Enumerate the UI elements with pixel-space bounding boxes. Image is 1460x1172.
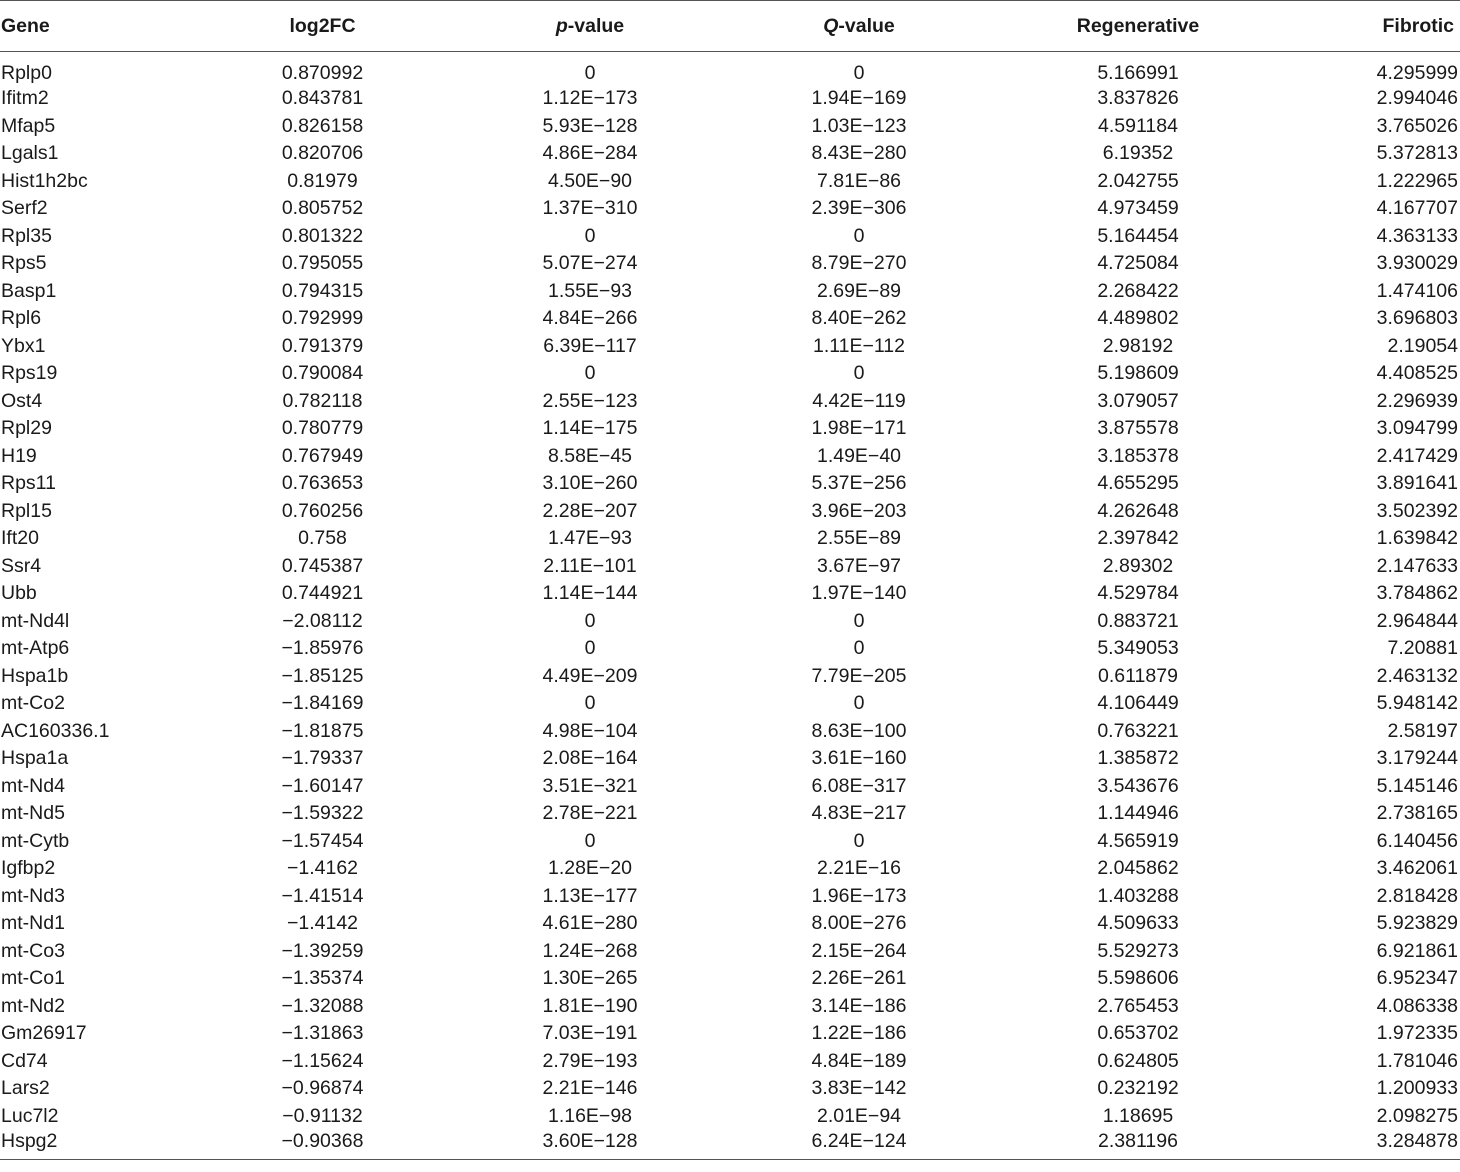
cell-q-value: 0	[853, 692, 865, 715]
cell-p-value: 1.14E−144	[542, 582, 638, 605]
cell-regenerative: 0.763221	[1097, 719, 1179, 742]
cell-q-value: 4.42E−119	[812, 389, 906, 412]
cell-gene: Cd74	[1, 1049, 48, 1072]
table-row	[0, 85, 1460, 113]
cell-fibrotic: 1.222965	[1376, 169, 1458, 192]
cell-q-value: 2.55E−89	[816, 527, 902, 550]
cell-fibrotic: 1.972335	[1376, 1022, 1458, 1045]
cell-gene: mt-Co3	[1, 939, 65, 962]
cell-p-value: 2.28E−207	[542, 499, 638, 522]
table-row	[0, 773, 1460, 801]
table-row	[0, 443, 1460, 471]
cell-gene: AC160336.1	[1, 719, 110, 742]
cell-p-value: 2.55E−123	[542, 389, 638, 412]
cell-fibrotic: 4.086338	[1376, 994, 1458, 1017]
cell-q-value: 8.00E−276	[811, 912, 907, 935]
cell-q-value: 2.21E−16	[816, 857, 902, 880]
cell-regenerative: 3.185378	[1097, 444, 1179, 467]
cell-p-value: 0	[584, 637, 596, 660]
cell-gene: Rplp0	[1, 62, 52, 84]
cell-gene: Rps5	[1, 252, 47, 275]
cell-p-value: 1.28E−20	[547, 857, 633, 880]
cell-gene: mt-Nd3	[1, 884, 65, 907]
cell-regenerative: 4.529784	[1097, 582, 1179, 605]
cell-gene: H19	[1, 444, 37, 467]
cell-log2fc: −1.4162	[286, 857, 359, 880]
cell-q-value: 8.43E−280	[811, 142, 907, 165]
cell-regenerative: 4.591184	[1098, 114, 1178, 137]
cell-q-value: 0	[853, 362, 865, 385]
table-row	[0, 525, 1460, 553]
cell-q-value: 2.39E−306	[811, 197, 907, 220]
cell-log2fc: −1.81875	[281, 719, 364, 742]
table-row	[0, 305, 1460, 333]
cell-regenerative: 5.166991	[1097, 62, 1179, 84]
cell-gene: Hspa1b	[1, 664, 69, 687]
table-row	[0, 580, 1460, 608]
cell-log2fc: −1.59322	[281, 802, 364, 825]
table-row	[0, 360, 1460, 388]
cell-p-value: 2.79E−193	[542, 1049, 638, 1072]
cell-regenerative: 4.509633	[1097, 912, 1179, 935]
cell-regenerative: 3.875578	[1097, 417, 1179, 440]
cell-p-value: 2.11E−101	[543, 554, 637, 577]
cell-gene: Ssr4	[1, 554, 42, 577]
cell-gene: Luc7l2	[1, 1104, 59, 1127]
table-row	[0, 690, 1460, 718]
table-row	[0, 828, 1460, 856]
cell-p-value: 5.07E−274	[542, 252, 638, 275]
cell-p-value: 2.08E−164	[542, 747, 638, 770]
cell-p-value: 4.98E−104	[542, 719, 638, 742]
cell-p-value: 1.30E−265	[542, 967, 638, 990]
cell-q-value: 1.96E−173	[811, 884, 907, 907]
cell-fibrotic: 2.738165	[1376, 802, 1458, 825]
cell-p-value: 0	[584, 692, 596, 715]
cell-gene: Mfap5	[1, 114, 56, 137]
cell-q-value: 0	[853, 609, 865, 632]
cell-q-value: 3.67E−97	[816, 554, 902, 577]
cell-regenerative: 2.89302	[1102, 554, 1174, 577]
cell-q-value: 0	[853, 224, 865, 247]
cell-q-value: 2.69E−89	[816, 279, 902, 302]
table-row	[0, 388, 1460, 416]
cell-p-value: 2.78E−221	[542, 802, 638, 825]
cell-log2fc: 0.760256	[281, 499, 364, 522]
cell-q-value: 1.94E−169	[811, 87, 907, 110]
cell-q-value: 4.84E−189	[811, 1049, 907, 1072]
cell-gene: mt-Co2	[1, 692, 65, 715]
table-row	[0, 250, 1460, 278]
cell-regenerative: 4.565919	[1097, 829, 1179, 852]
cell-fibrotic: 7.20881	[1387, 637, 1458, 660]
cell-fibrotic: 2.296939	[1376, 389, 1458, 412]
cell-p-value: 0	[584, 62, 596, 84]
cell-p-value: 4.50E−90	[547, 169, 633, 192]
table-row	[0, 800, 1460, 828]
cell-q-value: 3.96E−203	[811, 499, 907, 522]
cell-fibrotic: 6.952347	[1376, 967, 1458, 990]
cell-fibrotic: 3.696803	[1376, 307, 1458, 330]
cell-regenerative: 2.381196	[993, 1130, 1283, 1160]
cell-q-value: 6.24E−124	[725, 1130, 993, 1160]
cell-regenerative: 4.655295	[1097, 472, 1179, 495]
table-row	[0, 993, 1460, 1021]
cell-log2fc: 0.792999	[281, 307, 364, 330]
table-row	[0, 113, 1460, 141]
cell-fibrotic: 2.818428	[1376, 884, 1458, 907]
cell-regenerative: 4.262648	[1097, 499, 1179, 522]
table-row	[0, 635, 1460, 663]
cell-regenerative: 4.106449	[1097, 692, 1179, 715]
cell-gene: Rpl35	[1, 224, 52, 247]
cell-fibrotic: 1.781046	[1376, 1049, 1458, 1072]
table-row	[0, 553, 1460, 581]
cell-p-value: 1.37E−310	[542, 197, 638, 220]
cell-gene: Ubb	[1, 582, 37, 605]
cell-regenerative: 5.198609	[1097, 362, 1179, 385]
cell-fibrotic: 4.363133	[1376, 224, 1458, 247]
cell-gene: mt-Nd4l	[1, 609, 70, 632]
cell-regenerative: 3.837826	[1097, 87, 1179, 110]
cell-q-value: 3.83E−142	[811, 1077, 907, 1100]
cell-log2fc: 0.820706	[281, 142, 364, 165]
cell-p-value: 3.60E−128	[455, 1130, 725, 1160]
cell-q-value: 3.14E−186	[811, 994, 907, 1017]
cell-q-value: 1.98E−171	[811, 417, 907, 440]
cell-q-value: 0	[853, 62, 865, 84]
cell-fibrotic: 3.891641	[1376, 472, 1458, 495]
table-row	[0, 1048, 1460, 1076]
cell-fibrotic: 3.179244	[1376, 747, 1458, 770]
cell-gene: Ifitm2	[1, 87, 49, 110]
cell-q-value: 7.79E−205	[811, 664, 907, 687]
cell-regenerative: 3.543676	[1097, 774, 1179, 797]
cell-regenerative: 2.397842	[1097, 527, 1179, 550]
cell-log2fc: −1.31863	[281, 1022, 364, 1045]
header-q-value-rest: -value	[838, 14, 895, 37]
cell-log2fc: −0.96874	[281, 1077, 364, 1100]
header-regenerative: Regenerative	[993, 1, 1283, 52]
cell-fibrotic: 3.284878	[1283, 1130, 1460, 1160]
cell-log2fc: −1.4142	[286, 912, 359, 935]
cell-regenerative: 4.489802	[1097, 307, 1179, 330]
cell-log2fc: 0.767949	[281, 444, 364, 467]
cell-p-value: 1.12E−173	[542, 87, 638, 110]
cell-log2fc: −1.84169	[281, 692, 364, 715]
cell-regenerative: 1.18695	[1102, 1104, 1174, 1127]
cell-regenerative: 2.765453	[1097, 994, 1179, 1017]
header-log2fc: log2FC	[190, 1, 455, 52]
cell-regenerative: 5.164454	[1097, 224, 1179, 247]
cell-regenerative: 1.403288	[1097, 884, 1179, 907]
cell-q-value: 6.08E−317	[811, 774, 907, 797]
cell-log2fc: 0.805752	[281, 197, 364, 220]
cell-log2fc: 0.791379	[281, 334, 364, 357]
cell-q-value: 1.03E−123	[811, 114, 907, 137]
cell-gene: Lgals1	[1, 142, 59, 165]
cell-regenerative: 3.079057	[1097, 389, 1179, 412]
cell-p-value: 1.47E−93	[547, 527, 633, 550]
header-q-value-italic: Q	[823, 14, 839, 37]
cell-gene: mt-Nd1	[1, 912, 65, 935]
cell-q-value: 8.79E−270	[811, 252, 907, 275]
cell-fibrotic: 3.784862	[1376, 582, 1458, 605]
cell-fibrotic: 2.58197	[1387, 719, 1458, 742]
cell-log2fc: 0.763653	[281, 472, 364, 495]
cell-regenerative: 2.268422	[1097, 279, 1179, 302]
cell-gene: mt-Co1	[1, 967, 65, 990]
cell-p-value: 1.55E−93	[547, 279, 633, 302]
cell-gene: mt-Nd2	[1, 994, 65, 1017]
header-p-value-italic: p	[555, 14, 568, 37]
table-row	[0, 745, 1460, 773]
cell-fibrotic: 2.147633	[1376, 554, 1458, 577]
cell-fibrotic: 5.948142	[1376, 692, 1458, 715]
cell-gene: Basp1	[1, 279, 57, 302]
cell-fibrotic: 6.140456	[1376, 829, 1458, 852]
cell-fibrotic: 1.639842	[1376, 527, 1458, 550]
table-row	[0, 965, 1460, 993]
header-q-value	[725, 1, 993, 52]
cell-log2fc: −1.79337	[281, 747, 364, 770]
cell-log2fc: 0.780779	[281, 417, 364, 440]
header-gene: Gene	[0, 1, 190, 52]
cell-fibrotic: 4.167707	[1376, 197, 1458, 220]
cell-log2fc: −1.39259	[281, 939, 364, 962]
cell-fibrotic: 2.463132	[1376, 664, 1458, 687]
cell-regenerative: 1.144946	[1097, 802, 1179, 825]
table-row	[0, 663, 1460, 691]
cell-gene: Igfbp2	[1, 857, 56, 880]
cell-regenerative: 2.98192	[1102, 334, 1174, 357]
table-row	[0, 498, 1460, 526]
cell-q-value: 8.63E−100	[811, 719, 907, 742]
cell-p-value: 4.84E−266	[542, 307, 638, 330]
cell-p-value: 4.86E−284	[542, 142, 638, 165]
table-row	[0, 168, 1460, 196]
cell-regenerative: 1.385872	[1097, 747, 1179, 770]
cell-log2fc: 0.782118	[282, 389, 363, 412]
cell-log2fc: 0.758	[298, 527, 347, 550]
table-body	[0, 52, 1460, 1160]
cell-gene: Rps11	[1, 472, 56, 495]
cell-q-value: 1.49E−40	[816, 444, 902, 467]
cell-fibrotic: 3.930029	[1376, 252, 1458, 275]
table-row	[0, 883, 1460, 911]
table-row	[0, 278, 1460, 306]
cell-fibrotic: 2.098275	[1376, 1104, 1458, 1127]
cell-gene: Rpl15	[1, 499, 52, 522]
cell-log2fc: −1.57454	[281, 829, 364, 852]
cell-fibrotic: 6.921861	[1376, 939, 1458, 962]
table-row	[0, 855, 1460, 883]
cell-p-value: 0	[584, 829, 596, 852]
header-fibrotic: Fibrotic	[1283, 1, 1460, 52]
cell-q-value: 2.26E−261	[811, 967, 907, 990]
cell-p-value: 7.03E−191	[542, 1022, 638, 1045]
cell-p-value: 1.14E−175	[542, 417, 638, 440]
cell-gene: Ost4	[1, 389, 43, 412]
cell-log2fc: 0.744921	[281, 582, 364, 605]
cell-gene: Serf2	[1, 197, 48, 220]
table-row	[0, 718, 1460, 746]
cell-p-value: 4.61E−280	[542, 912, 638, 935]
cell-regenerative: 5.349053	[1097, 637, 1179, 660]
cell-fibrotic: 5.145146	[1376, 774, 1458, 797]
cell-gene: mt-Nd4	[1, 774, 65, 797]
cell-gene: Rpl29	[1, 417, 52, 440]
cell-fibrotic: 1.200933	[1376, 1077, 1458, 1100]
cell-fibrotic: 4.408525	[1376, 362, 1458, 385]
cell-regenerative: 0.653702	[1097, 1022, 1179, 1045]
cell-gene: mt-Atp6	[1, 637, 70, 660]
cell-log2fc: −1.85976	[281, 637, 364, 660]
cell-gene: Hist1h2bc	[1, 169, 88, 192]
cell-log2fc: −0.90368	[190, 1130, 455, 1160]
cell-p-value: 0	[584, 224, 596, 247]
cell-p-value: 0	[584, 609, 596, 632]
cell-p-value: 1.81E−190	[542, 994, 638, 1017]
cell-fibrotic: 3.462061	[1376, 857, 1458, 880]
table-row	[0, 470, 1460, 498]
cell-fibrotic: 4.295999	[1376, 62, 1458, 84]
cell-fibrotic: 3.094799	[1376, 417, 1458, 440]
cell-gene: Ybx1	[1, 334, 46, 357]
cell-log2fc: 0.843781	[281, 87, 364, 110]
cell-q-value: 4.83E−217	[811, 802, 907, 825]
cell-log2fc: −0.91132	[282, 1104, 363, 1127]
cell-regenerative: 5.598606	[1097, 967, 1179, 990]
table-row	[0, 1130, 1460, 1160]
cell-fibrotic: 2.19054	[1387, 334, 1458, 357]
cell-log2fc: 0.870992	[281, 62, 364, 84]
cell-gene: Hspa1a	[1, 747, 69, 770]
header-p-value	[455, 1, 725, 52]
cell-q-value: 0	[853, 829, 865, 852]
cell-fibrotic: 2.994046	[1376, 87, 1458, 110]
cell-q-value: 1.11E−112	[813, 334, 905, 357]
table-row	[0, 415, 1460, 443]
cell-log2fc: 0.826158	[281, 114, 364, 137]
cell-gene: Ift20	[1, 527, 39, 550]
cell-gene: Rpl6	[1, 307, 42, 330]
cell-log2fc: −1.15624	[281, 1049, 364, 1072]
cell-fibrotic: 5.923829	[1376, 912, 1458, 935]
cell-q-value: 1.22E−186	[811, 1022, 907, 1045]
table-row	[0, 52, 1460, 86]
cell-log2fc: −1.41514	[281, 884, 364, 907]
table-row	[0, 333, 1460, 361]
table-row	[0, 1020, 1460, 1048]
cell-regenerative: 4.725084	[1097, 252, 1179, 275]
cell-log2fc: 0.794315	[281, 279, 364, 302]
cell-gene: Rps19	[1, 362, 58, 385]
cell-q-value: 8.40E−262	[811, 307, 907, 330]
cell-fibrotic: 3.765026	[1376, 114, 1458, 137]
cell-regenerative: 2.045862	[1097, 857, 1179, 880]
table-row	[0, 223, 1460, 251]
cell-fibrotic: 5.372813	[1376, 142, 1458, 165]
cell-regenerative: 0.883721	[1097, 609, 1179, 632]
cell-p-value: 3.51E−321	[542, 774, 638, 797]
cell-log2fc: −1.32088	[281, 994, 364, 1017]
table-row	[0, 938, 1460, 966]
cell-q-value: 0	[853, 637, 865, 660]
cell-p-value: 8.58E−45	[547, 444, 633, 467]
cell-p-value: 0	[584, 362, 596, 385]
cell-log2fc: 0.795055	[281, 252, 364, 275]
header-row	[0, 1, 1460, 52]
cell-p-value: 1.16E−98	[547, 1104, 633, 1127]
cell-regenerative: 6.19352	[1102, 142, 1174, 165]
cell-fibrotic: 3.502392	[1376, 499, 1458, 522]
cell-p-value: 5.93E−128	[542, 114, 638, 137]
cell-log2fc: −2.08112	[282, 609, 363, 632]
table-row	[0, 1103, 1460, 1131]
table-row	[0, 140, 1460, 168]
cell-regenerative: 0.624805	[1097, 1049, 1179, 1072]
cell-log2fc: −1.85125	[281, 664, 364, 687]
cell-q-value: 1.97E−140	[811, 582, 907, 605]
cell-q-value: 5.37E−256	[811, 472, 907, 495]
cell-gene: Gm26917	[1, 1022, 87, 1045]
cell-p-value: 1.13E−177	[542, 884, 638, 907]
cell-q-value: 2.15E−264	[811, 939, 907, 962]
table-header	[0, 1, 1460, 52]
table-row	[0, 910, 1460, 938]
cell-regenerative: 0.232192	[1097, 1077, 1179, 1100]
cell-regenerative: 2.042755	[1097, 169, 1179, 192]
cell-p-value: 6.39E−117	[543, 334, 637, 357]
cell-log2fc: −1.60147	[281, 774, 364, 797]
cell-log2fc: 0.801322	[281, 224, 364, 247]
cell-log2fc: 0.790084	[281, 362, 364, 385]
cell-fibrotic: 1.474106	[1376, 279, 1458, 302]
cell-regenerative: 5.529273	[1097, 939, 1179, 962]
table-row	[0, 1075, 1460, 1103]
cell-gene: mt-Cytb	[1, 829, 70, 852]
table-row	[0, 608, 1460, 636]
cell-gene: Hspg2	[0, 1130, 190, 1160]
cell-p-value: 4.49E−209	[542, 664, 638, 687]
cell-regenerative: 0.611879	[1098, 664, 1178, 687]
table-row	[0, 195, 1460, 223]
cell-p-value: 2.21E−146	[542, 1077, 638, 1100]
header-p-value-rest: -value	[567, 14, 625, 37]
cell-log2fc: 0.745387	[281, 554, 364, 577]
cell-regenerative: 4.973459	[1097, 197, 1179, 220]
cell-gene: Lars2	[1, 1077, 50, 1100]
cell-p-value: 3.10E−260	[542, 472, 638, 495]
cell-q-value: 7.81E−86	[816, 169, 902, 192]
cell-fibrotic: 2.964844	[1376, 609, 1458, 632]
cell-p-value: 1.24E−268	[542, 939, 638, 962]
cell-q-value: 2.01E−94	[816, 1104, 902, 1127]
cell-log2fc: −1.35374	[281, 967, 364, 990]
cell-gene: mt-Nd5	[1, 802, 65, 825]
cell-log2fc: 0.81979	[287, 169, 358, 192]
cell-q-value: 3.61E−160	[811, 747, 907, 770]
cell-fibrotic: 2.417429	[1376, 444, 1458, 467]
